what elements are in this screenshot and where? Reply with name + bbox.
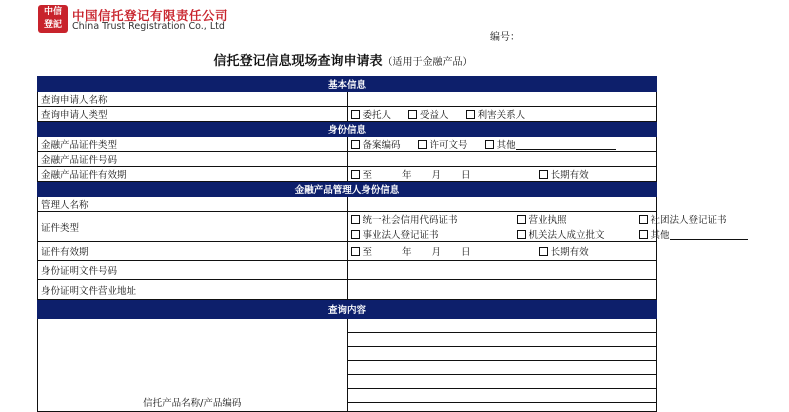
form-title-sub: （适用于金融产品） (382, 57, 473, 68)
row-applicant-type (38, 107, 657, 122)
company-name-cn: 中国信托登记有限责任公司 (72, 8, 229, 23)
option-other[interactable]: 其他 (485, 137, 616, 151)
option-filing-code[interactable]: 备案编码 (351, 137, 401, 151)
row-manager-address (38, 280, 657, 300)
entry-line[interactable] (348, 375, 657, 389)
form-title-main: 信托登记信息现场查询申请表 (213, 54, 383, 69)
company-logo (38, 5, 68, 33)
company-name-en: China Trust Registration Co., Ltd (72, 21, 225, 32)
manager-address-label: 身份证明文件营业地址 (38, 280, 348, 300)
entry-line[interactable] (348, 347, 657, 361)
row-manager-name (38, 197, 657, 212)
applicant-type-label: 查询申请人类型 (38, 107, 348, 122)
applicant-name-label: 查询申请人名称 (38, 92, 348, 107)
manager-address-field[interactable] (347, 280, 657, 300)
section-header-query: 查询内容 (38, 300, 657, 319)
option-public-institution-cert[interactable]: 事业法人登记证书 (351, 227, 517, 241)
option-beneficiary[interactable]: 受益人 (408, 107, 449, 121)
product-cert-type-label: 金融产品证件类型 (38, 137, 348, 152)
applicant-type-options (347, 107, 657, 122)
row-cert-no (38, 152, 657, 167)
checkbox-icon[interactable] (351, 215, 360, 224)
option-interested-party[interactable]: 利害关系人 (466, 107, 526, 121)
manager-id-no-field[interactable] (347, 261, 657, 280)
checkbox-icon[interactable] (639, 230, 648, 239)
row-cert-validity (38, 167, 657, 182)
form-title (0, 50, 686, 69)
manager-validity-label: 证件有效期 (38, 242, 348, 261)
product-cert-no-field[interactable] (347, 152, 657, 167)
other-fill-line[interactable] (670, 230, 748, 240)
row-query-product (38, 319, 657, 412)
option-license-no[interactable]: 许可文号 (418, 137, 468, 151)
manager-validity-field: 至 年 月 日 长期有效 (347, 242, 657, 261)
entry-line[interactable] (348, 319, 657, 333)
logo-seal-text: 中信 登記 (43, 7, 62, 30)
product-cert-no-label: 金融产品证件号码 (38, 152, 348, 167)
section-header-basic: 基本信息 (38, 77, 657, 92)
product-name-code-label: 信托产品名称/产品编码 (38, 319, 348, 412)
serial-number-label: 编号： (490, 32, 520, 43)
checkbox-icon[interactable] (351, 170, 360, 179)
product-cert-type-options (347, 137, 657, 152)
manager-cert-type-options (347, 212, 727, 242)
entry-line[interactable] (348, 333, 657, 347)
product-cert-validity-field: 至 年 月 日 长期有效 (347, 167, 657, 182)
option-other-manager[interactable]: 其他 (639, 227, 789, 241)
checkbox-icon[interactable] (351, 110, 360, 119)
checkbox-icon[interactable] (408, 110, 417, 119)
option-settlor[interactable]: 委托人 (351, 107, 392, 121)
checkbox-icon[interactable] (539, 247, 548, 256)
checkbox-icon[interactable] (517, 215, 526, 224)
product-name-code-lines[interactable] (347, 319, 657, 412)
row-manager-id-no (38, 261, 657, 280)
other-fill-line[interactable] (516, 140, 616, 150)
entry-line[interactable] (348, 361, 657, 375)
option-business-license[interactable]: 营业执照 (517, 212, 639, 226)
section-header-manager: 金融产品管理人身份信息 (38, 182, 657, 197)
checkbox-icon[interactable] (485, 140, 494, 149)
checkbox-icon[interactable] (418, 140, 427, 149)
checkbox-icon[interactable] (351, 247, 360, 256)
option-unified-credit-code[interactable]: 统一社会信用代码证书 (351, 212, 517, 226)
application-form-table (37, 76, 727, 412)
applicant-name-field[interactable] (347, 92, 657, 107)
checkbox-icon[interactable] (517, 230, 526, 239)
row-manager-cert-type (38, 212, 657, 242)
checkbox-icon[interactable] (639, 215, 648, 224)
row-manager-validity (38, 242, 657, 261)
checkbox-icon[interactable] (351, 140, 360, 149)
row-cert-type (38, 137, 657, 152)
manager-name-label: 管理人名称 (38, 197, 348, 212)
manager-id-no-label: 身份证明文件号码 (38, 261, 348, 280)
checkbox-icon[interactable] (351, 230, 360, 239)
option-social-org-cert[interactable]: 社团法人登记证书 (639, 212, 789, 226)
option-gov-approval[interactable]: 机关法人成立批文 (517, 227, 639, 241)
manager-cert-type-label: 证件类型 (38, 212, 348, 242)
row-applicant-name (38, 92, 657, 107)
checkbox-icon[interactable] (539, 170, 548, 179)
checkbox-icon[interactable] (466, 110, 475, 119)
manager-name-field[interactable] (347, 197, 657, 212)
product-cert-validity-label: 金融产品证件有效期 (38, 167, 348, 182)
entry-line[interactable] (348, 389, 657, 403)
section-header-identity: 身份信息 (38, 122, 657, 137)
